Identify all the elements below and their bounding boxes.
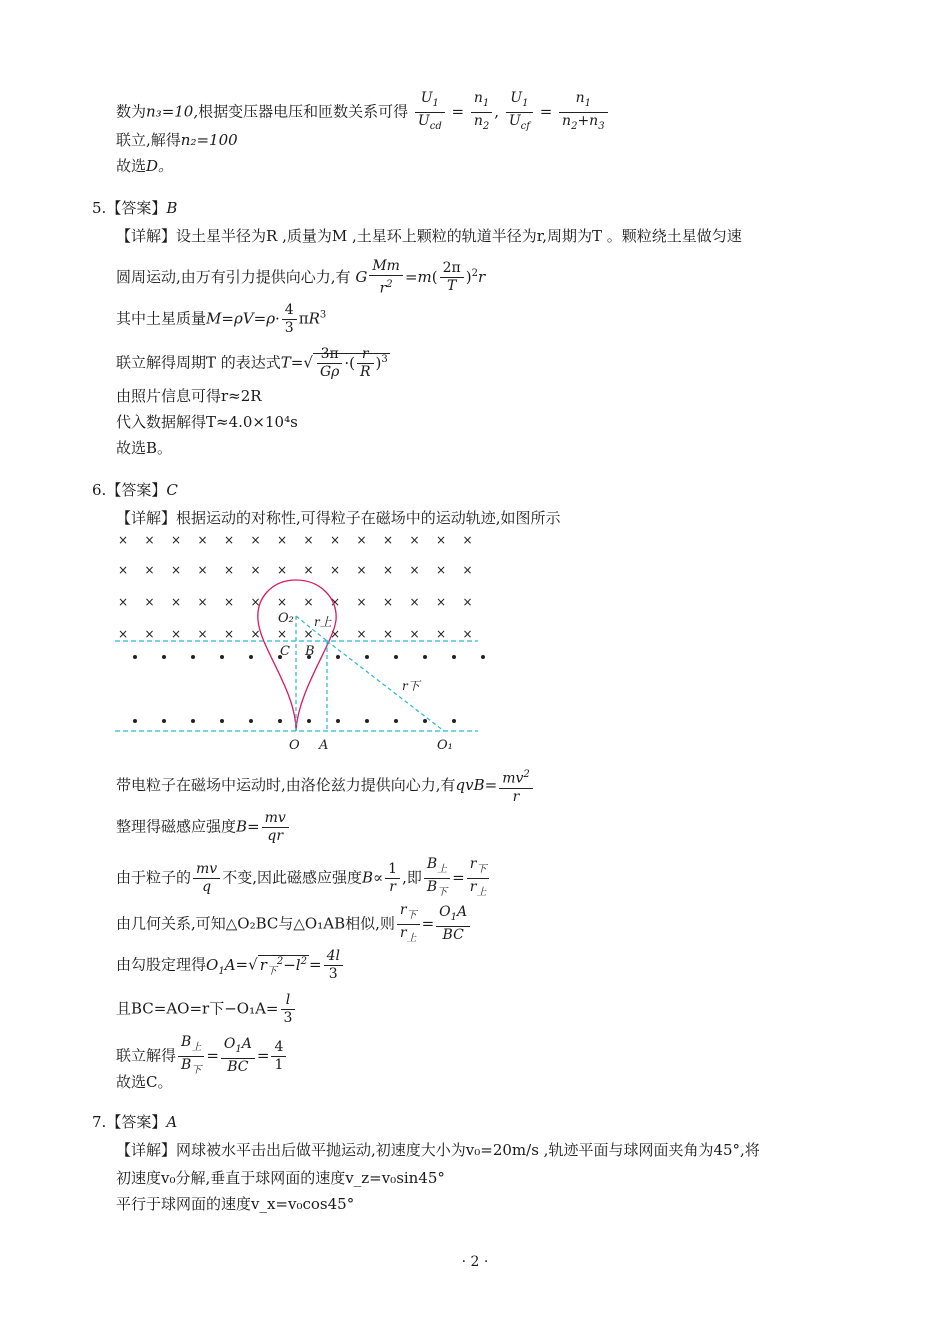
- field-cross-mark: ×: [277, 533, 288, 547]
- label-o2: O₂: [278, 611, 294, 626]
- q4-line1: 数为n₃=10,根据变压器电压和匝数关系可得 $\frac{U_1}{U_{cd}}$ = $\frac{n_1}{n_2}$ , $\frac{U_1}{U_{cf}}$ = $\frac{n_1}{n_2+n_3}$: [116, 90, 610, 135]
- field-cross-mark: ×: [144, 627, 155, 641]
- field-dot-mark: [249, 655, 253, 659]
- q5-detail4: 联立解得周期T 的表达式T=√ $\frac{3\pi}{G\rho}$ ·( $\frac{r}{R}$ )$^3$: [116, 346, 388, 380]
- field-cross-mark: ×: [224, 533, 235, 547]
- field-dot-mark: [365, 655, 369, 659]
- field-cross-mark: ×: [436, 595, 447, 609]
- field-cross-mark: ×: [171, 595, 182, 609]
- field-cross-mark: ×: [462, 563, 473, 577]
- field-dot-mark: [394, 719, 398, 723]
- field-cross-mark: ×: [144, 563, 155, 577]
- field-cross-mark: ×: [436, 533, 447, 547]
- field-cross-mark: ×: [250, 563, 261, 577]
- field-cross-mark: ×: [383, 533, 394, 547]
- field-cross-mark: ×: [462, 627, 473, 641]
- field-cross-mark: ×: [436, 563, 447, 577]
- field-cross-mark: ×: [409, 595, 420, 609]
- field-cross-mark: ×: [277, 627, 288, 641]
- field-cross-mark: ×: [197, 533, 208, 547]
- field-dot-mark: [278, 719, 282, 723]
- field-cross-mark: ×: [356, 563, 367, 577]
- q6-l6: 且BC=AO=r下−O₁A= $\frac{l}{3}$: [116, 992, 297, 1027]
- field-dot-mark: [133, 719, 137, 723]
- field-dot-mark: [336, 655, 340, 659]
- field-cross-mark: ×: [118, 533, 129, 547]
- field-cross-mark: ×: [197, 595, 208, 609]
- q6-l5: 由勾股定理得$O_1A=√$ $r_下^2-l^2$ = $\frac{4l}{3}$: [116, 948, 345, 983]
- q5-detail3: 其中土星质量M=ρV=ρ· $\frac{4}{3}$ $\pi R^3$: [116, 302, 327, 336]
- field-cross-mark: ×: [462, 533, 473, 547]
- field-cross-mark: ×: [356, 533, 367, 547]
- field-cross-mark: ×: [356, 595, 367, 609]
- q5-answer: 5.【答案】B: [92, 199, 178, 217]
- field-cross-mark: ×: [330, 595, 341, 609]
- field-dot-mark: [220, 655, 224, 659]
- field-dot-mark: [365, 719, 369, 723]
- field-dot-mark: [481, 655, 485, 659]
- field-cross-mark: ×: [224, 563, 235, 577]
- field-cross-mark: ×: [330, 627, 341, 641]
- field-cross-mark: ×: [383, 627, 394, 641]
- q7-detail1: 【详解】网球被水平击出后做平抛运动,初速度大小为v₀=20m/s ,轨迹平面与球网面夹角为45°,将: [116, 1141, 760, 1159]
- q7-detail3: 平行于球网面的速度v_x=v₀cos45°: [116, 1195, 355, 1213]
- field-cross-mark: ×: [462, 595, 473, 609]
- field-cross-mark: ×: [330, 563, 341, 577]
- field-cross-mark: ×: [250, 627, 261, 641]
- field-dot-mark: [452, 719, 456, 723]
- field-cross-mark: ×: [383, 563, 394, 577]
- field-cross-mark: ×: [118, 595, 129, 609]
- label-r-down: r下: [402, 679, 420, 693]
- field-cross-mark: ×: [383, 595, 394, 609]
- q4-line2: 联立,解得n₂=100: [116, 131, 238, 149]
- label-o1: O₁: [437, 738, 453, 753]
- field-cross-mark: ×: [171, 533, 182, 547]
- field-cross-mark: ×: [197, 563, 208, 577]
- field-dot-mark: [249, 719, 253, 723]
- field-cross-mark: ×: [303, 533, 314, 547]
- field-cross-mark: ×: [277, 595, 288, 609]
- field-cross-mark: ×: [409, 533, 420, 547]
- q6-l1: 带电粒子在磁场中运动时,由洛伦兹力提供向心力,有qvB= $\frac{mv^2}{r}$: [116, 766, 535, 806]
- field-cross-mark: ×: [436, 627, 447, 641]
- field-cross-mark: ×: [118, 563, 129, 577]
- field-cross-mark: ×: [171, 627, 182, 641]
- field-dot-mark: [133, 655, 137, 659]
- field-cross-mark: ×: [144, 595, 155, 609]
- q5-detail7: 故选B。: [116, 439, 173, 457]
- q6-l7: 联立解得 $\frac{B_上}{B_下}$ = $\frac{O_1A}{BC}$ = $\frac{4}{1}$: [116, 1034, 288, 1079]
- field-dot-mark: [307, 719, 311, 723]
- magnetic-field-figure: [110, 530, 490, 755]
- q4-line3: 故选D。: [116, 157, 174, 175]
- field-dot-mark: [162, 719, 166, 723]
- q6-l8: 故选C。: [116, 1073, 173, 1091]
- field-cross-mark: ×: [303, 595, 314, 609]
- field-dot-mark: [394, 655, 398, 659]
- field-cross-mark: ×: [144, 533, 155, 547]
- field-dot-mark: [162, 655, 166, 659]
- field-cross-mark: ×: [303, 563, 314, 577]
- field-cross-mark: ×: [303, 627, 314, 641]
- field-cross-mark: ×: [197, 627, 208, 641]
- q6-detail1: 【详解】根据运动的对称性,可得粒子在磁场中的运动轨迹,如图所示: [116, 509, 561, 527]
- field-dot-mark: [336, 719, 340, 723]
- q5-detail1: 【详解】设土星半径为R ,质量为M ,土星环上颗粒的轨道半径为r,周期为T 。颗粒绕土星做匀速: [116, 227, 742, 245]
- field-dot-mark: [423, 655, 427, 659]
- field-cross-mark: ×: [409, 627, 420, 641]
- label-b: B: [305, 644, 315, 659]
- field-dot-mark: [220, 719, 224, 723]
- label-a: A: [319, 738, 329, 753]
- field-cross-mark: ×: [277, 563, 288, 577]
- field-dot-mark: [423, 719, 427, 723]
- q7-detail2: 初速度v₀分解,垂直于球网面的速度v_z=v₀sin45°: [116, 1169, 445, 1187]
- q6-answer: 6.【答案】C: [92, 481, 178, 499]
- q5-detail5: 由照片信息可得r≈2R: [116, 387, 262, 405]
- page-number: · 2 ·: [461, 1254, 489, 1270]
- field-dot-mark: [452, 655, 456, 659]
- label-r-up: r上: [314, 615, 332, 629]
- field-cross-mark: ×: [330, 533, 341, 547]
- label-o: O: [289, 738, 300, 753]
- field-dot-mark: [191, 655, 195, 659]
- field-cross-mark: ×: [409, 563, 420, 577]
- field-cross-mark: ×: [224, 627, 235, 641]
- q6-l3: 由于粒子的 $\frac{mv}{q}$ 不变,因此磁感应强度B∝ $\frac{1}{r}$ ,即 $\frac{B_上}{B_下}$ = $\frac{r_下}{r_上}$: [116, 856, 491, 901]
- field-dot-mark: [191, 719, 195, 723]
- field-cross-mark: ×: [356, 627, 367, 641]
- q5-detail6: 代入数据解得T≈4.0×10⁴s: [116, 413, 298, 431]
- field-cross-mark: ×: [118, 627, 129, 641]
- q7-answer: 7.【答案】A: [92, 1113, 178, 1131]
- label-c: C: [280, 644, 290, 659]
- field-cross-mark: ×: [224, 595, 235, 609]
- q6-l4: 由几何关系,可知△O₂BC与△O₁AB相似,则 $\frac{r_下}{r_上}$ = $\frac{O_1A}{BC}$: [116, 902, 472, 947]
- q6-l2: 整理得磁感应强度B= $\frac{mv}{qr}$: [116, 810, 291, 845]
- field-cross-mark: ×: [171, 563, 182, 577]
- field-cross-mark: ×: [250, 533, 261, 547]
- q5-detail2: 圆周运动,由万有引力提供向心力,有 G $\frac{Mm}{r^2}$ =m( $\frac{2\pi}{T}$ )$^2$r: [116, 258, 486, 297]
- field-cross-mark: ×: [250, 595, 261, 609]
